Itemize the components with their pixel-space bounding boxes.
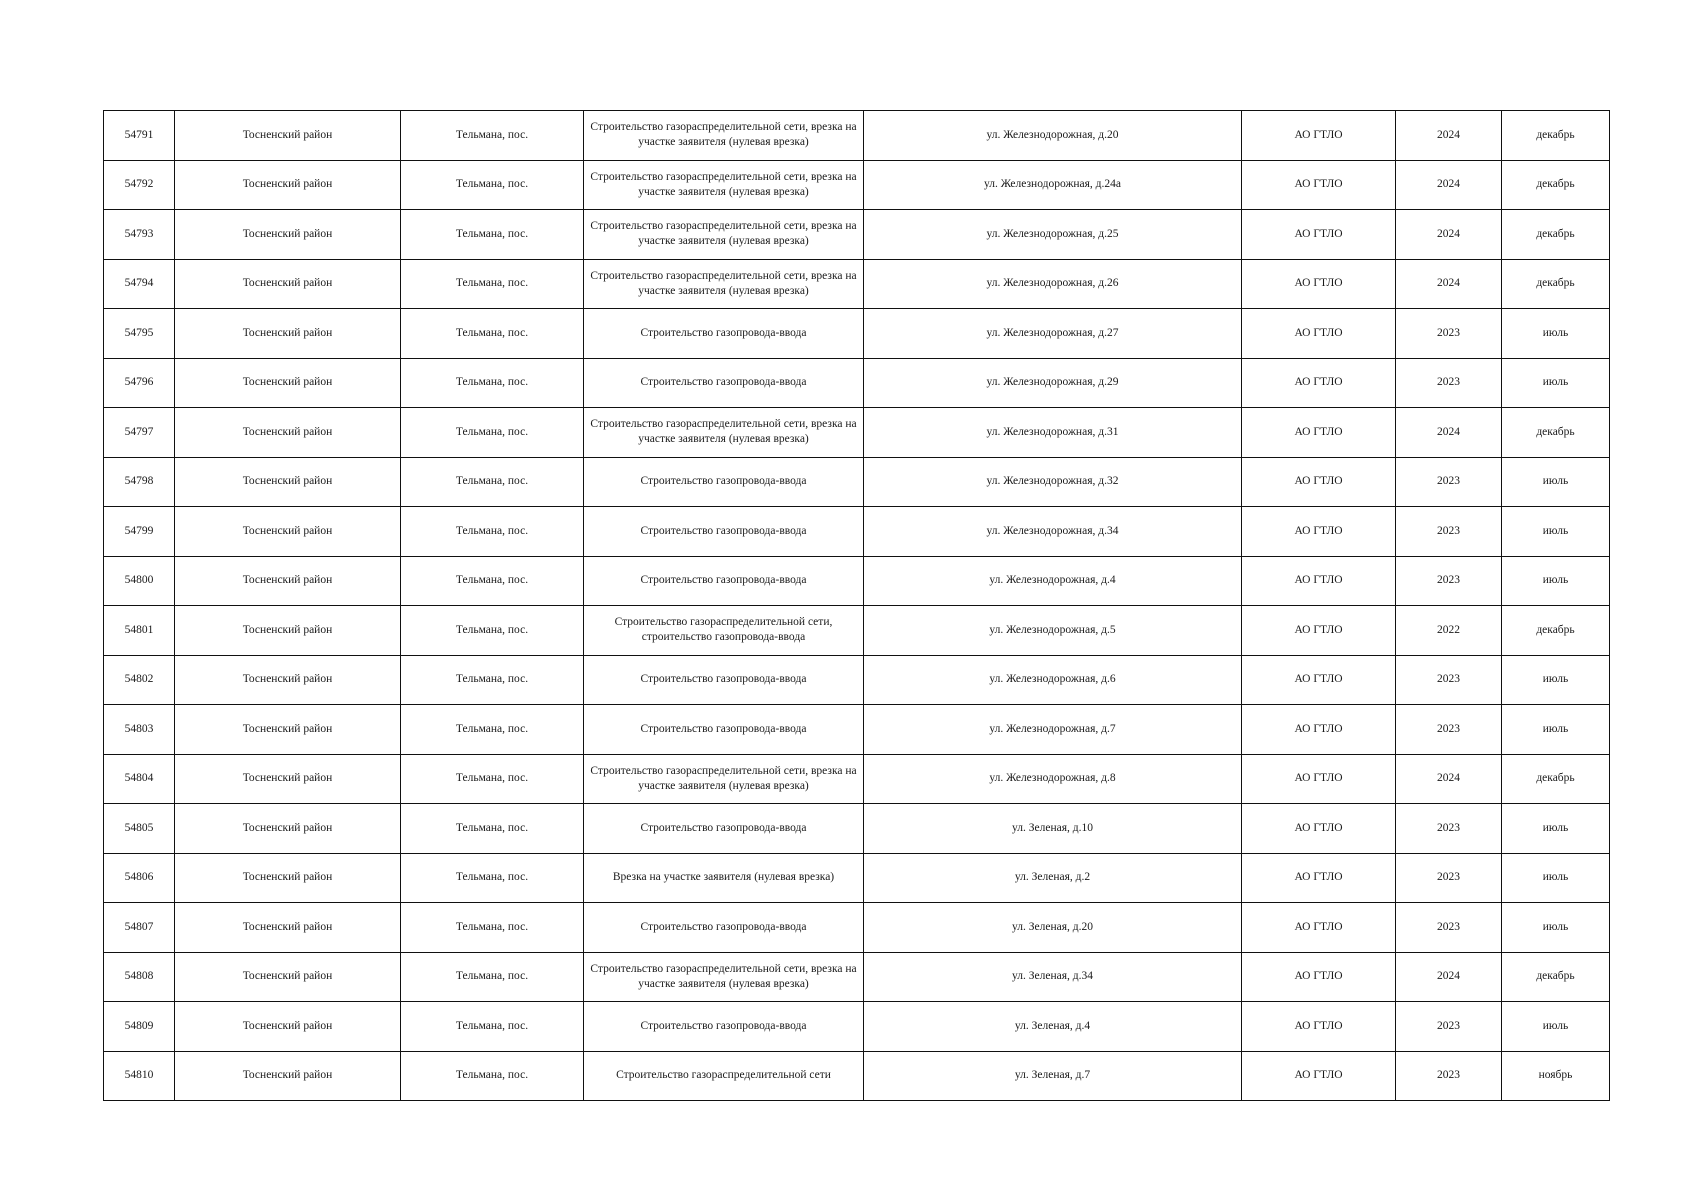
cell-address: ул. Железнодорожная, д.31 [864,408,1242,458]
cell-year: 2023 [1396,309,1502,359]
cell-locality: Тельмана, пос. [401,457,584,507]
cell-year: 2023 [1396,556,1502,606]
cell-address: ул. Железнодорожная, д.26 [864,259,1242,309]
cell-year: 2024 [1396,210,1502,260]
table-row [104,309,1610,359]
cell-id: 54798 [104,457,175,507]
table-row [104,210,1610,260]
cell-month: декабрь [1502,606,1610,656]
cell-locality: Тельмана, пос. [401,1051,584,1101]
cell-month: июль [1502,903,1610,953]
cell-id: 54810 [104,1051,175,1101]
table-row [104,408,1610,458]
table-row [104,804,1610,854]
cell-work: Строительство газораспределительной сети, врезка на участке заявителя (нулевая врезка) [584,754,864,804]
cell-district: Тосненский район [175,210,401,260]
cell-organization: АО ГТЛО [1242,358,1396,408]
cell-district: Тосненский район [175,655,401,705]
cell-district: Тосненский район [175,903,401,953]
cell-month: июль [1502,853,1610,903]
cell-address: ул. Зеленая, д.34 [864,952,1242,1002]
cell-address: ул. Железнодорожная, д.7 [864,705,1242,755]
cell-address: ул. Зеленая, д.7 [864,1051,1242,1101]
table-row [104,705,1610,755]
cell-locality: Тельмана, пос. [401,408,584,458]
cell-work: Строительство газопровода-ввода [584,804,864,854]
cell-year: 2023 [1396,903,1502,953]
cell-work: Строительство газопровода-ввода [584,1002,864,1052]
cell-month: декабрь [1502,952,1610,1002]
cell-locality: Тельмана, пос. [401,507,584,557]
cell-work: Строительство газораспределительной сети, врезка на участке заявителя (нулевая врезка) [584,952,864,1002]
cell-id: 54794 [104,259,175,309]
table-row [104,952,1610,1002]
cell-district: Тосненский район [175,358,401,408]
table-row [104,259,1610,309]
cell-organization: АО ГТЛО [1242,309,1396,359]
cell-work: Строительство газораспределительной сети, врезка на участке заявителя (нулевая врезка) [584,259,864,309]
cell-locality: Тельмана, пос. [401,903,584,953]
cell-work: Строительство газораспределительной сети, врезка на участке заявителя (нулевая врезка) [584,160,864,210]
cell-month: декабрь [1502,160,1610,210]
cell-month: июль [1502,655,1610,705]
cell-organization: АО ГТЛО [1242,606,1396,656]
cell-month: декабрь [1502,754,1610,804]
table-row [104,160,1610,210]
cell-work: Врезка на участке заявителя (нулевая врезка) [584,853,864,903]
cell-address: ул. Железнодорожная, д.25 [864,210,1242,260]
cell-address: ул. Зеленая, д.4 [864,1002,1242,1052]
cell-district: Тосненский район [175,556,401,606]
table-body [104,111,1610,1101]
cell-district: Тосненский район [175,111,401,161]
cell-month: июль [1502,457,1610,507]
cell-year: 2024 [1396,111,1502,161]
cell-work: Строительство газопровода-ввода [584,309,864,359]
cell-month: июль [1502,705,1610,755]
cell-address: ул. Железнодорожная, д.6 [864,655,1242,705]
cell-organization: АО ГТЛО [1242,655,1396,705]
cell-address: ул. Зеленая, д.10 [864,804,1242,854]
cell-district: Тосненский район [175,754,401,804]
table-row [104,507,1610,557]
cell-organization: АО ГТЛО [1242,111,1396,161]
table-row [104,457,1610,507]
cell-work: Строительство газораспределительной сети, врезка на участке заявителя (нулевая врезка) [584,111,864,161]
cell-address: ул. Железнодорожная, д.8 [864,754,1242,804]
cell-id: 54804 [104,754,175,804]
cell-organization: АО ГТЛО [1242,210,1396,260]
cell-id: 54806 [104,853,175,903]
cell-address: ул. Железнодорожная, д.34 [864,507,1242,557]
cell-id: 54796 [104,358,175,408]
table-row [104,556,1610,606]
cell-locality: Тельмана, пос. [401,358,584,408]
cell-organization: АО ГТЛО [1242,408,1396,458]
cell-id: 54802 [104,655,175,705]
table-row [104,754,1610,804]
cell-year: 2023 [1396,705,1502,755]
cell-organization: АО ГТЛО [1242,457,1396,507]
cell-district: Тосненский район [175,705,401,755]
cell-district: Тосненский район [175,853,401,903]
table-row [104,903,1610,953]
cell-locality: Тельмана, пос. [401,804,584,854]
cell-work: Строительство газопровода-ввода [584,457,864,507]
cell-locality: Тельмана, пос. [401,309,584,359]
cell-locality: Тельмана, пос. [401,853,584,903]
cell-id: 54807 [104,903,175,953]
cell-month: июль [1502,309,1610,359]
cell-id: 54809 [104,1002,175,1052]
cell-organization: АО ГТЛО [1242,259,1396,309]
cell-district: Тосненский район [175,507,401,557]
cell-district: Тосненский район [175,952,401,1002]
cell-work: Строительство газораспределительной сети, врезка на участке заявителя (нулевая врезка) [584,408,864,458]
cell-address: ул. Железнодорожная, д.20 [864,111,1242,161]
cell-locality: Тельмана, пос. [401,556,584,606]
cell-locality: Тельмана, пос. [401,1002,584,1052]
cell-id: 54797 [104,408,175,458]
cell-locality: Тельмана, пос. [401,259,584,309]
cell-month: июль [1502,507,1610,557]
cell-district: Тосненский район [175,259,401,309]
table-row [104,655,1610,705]
cell-work: Строительство газопровода-ввода [584,705,864,755]
cell-address: ул. Железнодорожная, д.24а [864,160,1242,210]
cell-year: 2023 [1396,1051,1502,1101]
cell-address: ул. Железнодорожная, д.29 [864,358,1242,408]
cell-district: Тосненский район [175,160,401,210]
cell-id: 54808 [104,952,175,1002]
cell-locality: Тельмана, пос. [401,754,584,804]
cell-id: 54792 [104,160,175,210]
cell-year: 2023 [1396,804,1502,854]
cell-address: ул. Зеленая, д.2 [864,853,1242,903]
table-row [104,1051,1610,1101]
cell-year: 2023 [1396,358,1502,408]
table-row [104,606,1610,656]
cell-id: 54795 [104,309,175,359]
cell-month: июль [1502,804,1610,854]
cell-address: ул. Железнодорожная, д.32 [864,457,1242,507]
cell-year: 2024 [1396,259,1502,309]
cell-locality: Тельмана, пос. [401,705,584,755]
cell-district: Тосненский район [175,1051,401,1101]
cell-year: 2024 [1396,160,1502,210]
cell-year: 2023 [1396,1002,1502,1052]
cell-district: Тосненский район [175,309,401,359]
cell-locality: Тельмана, пос. [401,606,584,656]
cell-year: 2023 [1396,853,1502,903]
cell-year: 2024 [1396,952,1502,1002]
cell-organization: АО ГТЛО [1242,1051,1396,1101]
cell-district: Тосненский район [175,1002,401,1052]
cell-address: ул. Железнодорожная, д.5 [864,606,1242,656]
cell-month: ноябрь [1502,1051,1610,1101]
cell-organization: АО ГТЛО [1242,754,1396,804]
cell-locality: Тельмана, пос. [401,655,584,705]
cell-district: Тосненский район [175,804,401,854]
cell-id: 54805 [104,804,175,854]
cell-id: 54799 [104,507,175,557]
cell-year: 2023 [1396,507,1502,557]
cell-id: 54791 [104,111,175,161]
cell-month: декабрь [1502,111,1610,161]
gasification-table [103,110,1610,1101]
cell-organization: АО ГТЛО [1242,160,1396,210]
cell-work: Строительство газопровода-ввода [584,655,864,705]
cell-address: ул. Зеленая, д.20 [864,903,1242,953]
cell-id: 54800 [104,556,175,606]
cell-month: декабрь [1502,408,1610,458]
cell-locality: Тельмана, пос. [401,952,584,1002]
cell-organization: АО ГТЛО [1242,853,1396,903]
cell-work: Строительство газораспределительной сети, строительство газопровода-ввода [584,606,864,656]
table-row [104,1002,1610,1052]
cell-organization: АО ГТЛО [1242,507,1396,557]
cell-organization: АО ГТЛО [1242,903,1396,953]
table-row [104,853,1610,903]
cell-year: 2024 [1396,408,1502,458]
table-row [104,358,1610,408]
cell-organization: АО ГТЛО [1242,556,1396,606]
cell-address: ул. Железнодорожная, д.4 [864,556,1242,606]
cell-locality: Тельмана, пос. [401,160,584,210]
cell-work: Строительство газораспределительной сети, врезка на участке заявителя (нулевая врезка) [584,210,864,260]
cell-work: Строительство газопровода-ввода [584,903,864,953]
cell-district: Тосненский район [175,457,401,507]
cell-organization: АО ГТЛО [1242,952,1396,1002]
cell-work: Строительство газораспределительной сети [584,1051,864,1101]
cell-district: Тосненский район [175,408,401,458]
cell-organization: АО ГТЛО [1242,1002,1396,1052]
cell-month: июль [1502,556,1610,606]
cell-year: 2024 [1396,754,1502,804]
cell-year: 2022 [1396,606,1502,656]
cell-organization: АО ГТЛО [1242,705,1396,755]
cell-id: 54803 [104,705,175,755]
cell-year: 2023 [1396,655,1502,705]
cell-id: 54793 [104,210,175,260]
cell-locality: Тельмана, пос. [401,210,584,260]
cell-id: 54801 [104,606,175,656]
cell-work: Строительство газопровода-ввода [584,358,864,408]
cell-month: июль [1502,358,1610,408]
cell-locality: Тельмана, пос. [401,111,584,161]
cell-year: 2023 [1396,457,1502,507]
cell-district: Тосненский район [175,606,401,656]
cell-month: декабрь [1502,259,1610,309]
cell-work: Строительство газопровода-ввода [584,556,864,606]
cell-organization: АО ГТЛО [1242,804,1396,854]
cell-month: декабрь [1502,210,1610,260]
table-row [104,111,1610,161]
cell-address: ул. Железнодорожная, д.27 [864,309,1242,359]
cell-work: Строительство газопровода-ввода [584,507,864,557]
cell-month: июль [1502,1002,1610,1052]
